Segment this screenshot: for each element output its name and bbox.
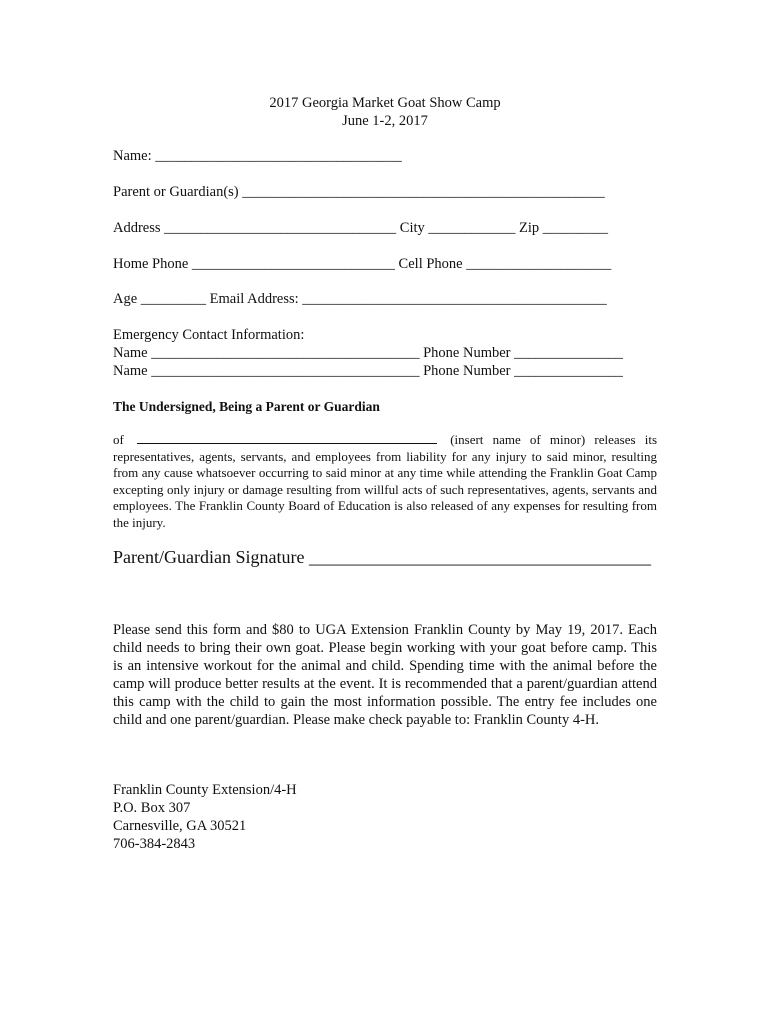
address-city: Carnesville, GA 30521	[113, 818, 247, 834]
release-heading: The Undersigned, Being a Parent or Guardian	[113, 399, 380, 414]
minor-name-blank[interactable]	[137, 431, 437, 444]
address-phone: 706-384-2843	[113, 836, 196, 852]
form-date: June 1-2, 2017	[342, 113, 428, 129]
address-city-zip-field[interactable]: Address ________________________________ City ____________ Zip _________	[113, 220, 609, 236]
release-body: (insert name of minor) releases its representatives, agents, servants, and employees from liability for any injury to said minor, resulting from any cause whatsoever occurring to said minor at any time while attending the Franklin Goat Camp excepting only injury or damage resulting from willful acts of such representatives, agents, servants and employees. The Franklin County Board of Education is also released of any expenses for resulting from the injury.	[113, 432, 658, 530]
address-org: Franklin County Extension/4-H	[113, 782, 297, 798]
address-box: P.O. Box 307	[113, 800, 191, 816]
phone-fields[interactable]: Home Phone ____________________________ Cell Phone ____________________	[113, 256, 612, 272]
parent-guardian-field[interactable]: Parent or Guardian(s) __________________________________________________	[113, 184, 605, 200]
instructions-paragraph: Please send this form and $80 to UGA Extension Franklin County by May 19, 2017. Each child needs to bring their own goat. Please begin working with your goat before camp. This is an intensive workout for the animal and child. Spending time with the animal before the camp will produce better results at the event. It is recommended that a parent/guardian attend this camp with the child to gain the most information possible. The entry fee includes one child and one parent/guardian. Please make check payable to: Franklin County 4-H.	[113, 622, 657, 728]
release-of-label: of	[113, 432, 124, 447]
release-paragraph	[113, 431, 657, 531]
emergency-contact-2[interactable]: Name _____________________________________ Phone Number _______________	[113, 363, 623, 379]
name-field[interactable]: Name: __________________________________	[113, 148, 402, 164]
emergency-heading: Emergency Contact Information:	[113, 327, 305, 343]
emergency-contact-1[interactable]: Name _____________________________________ Phone Number _______________	[113, 345, 623, 361]
form-title: 2017 Georgia Market Goat Show Camp	[269, 95, 501, 111]
age-email-field[interactable]: Age _________ Email Address: __________________________________________	[113, 291, 607, 307]
mailing-address	[113, 781, 297, 853]
signature-line[interactable]: Parent/Guardian Signature ______________________________________	[113, 547, 651, 567]
